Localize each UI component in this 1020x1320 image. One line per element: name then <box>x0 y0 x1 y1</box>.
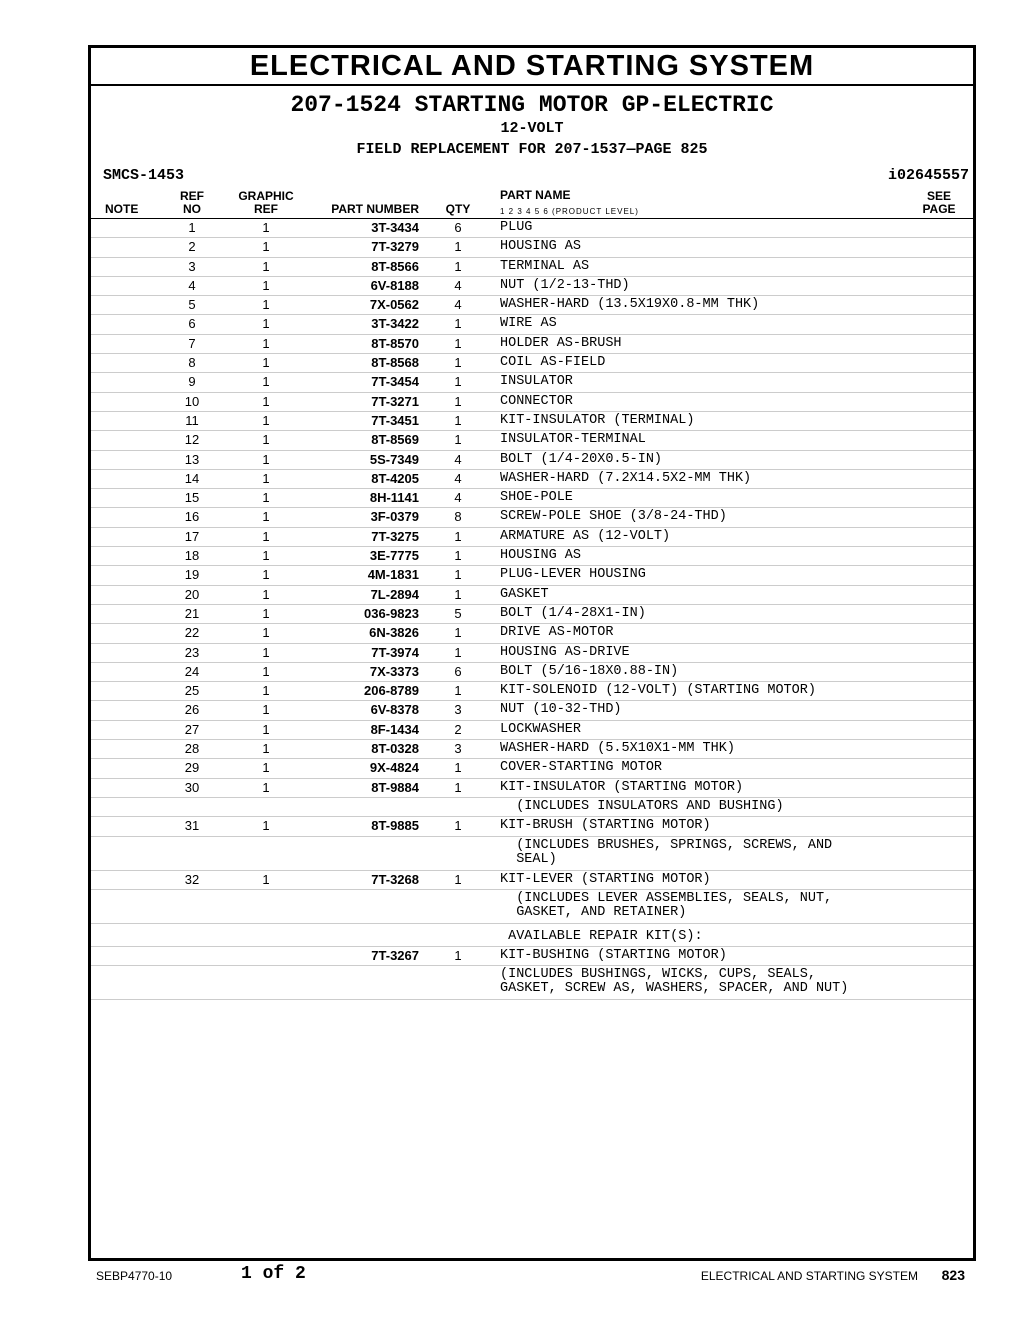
parts-table-header <box>91 188 973 219</box>
ref-no-cell: 6 <box>188 316 196 332</box>
part-number-cell: 7T-3275 <box>371 528 419 544</box>
graphic-ref-cell: 1 <box>262 220 270 235</box>
part-name-cell: (INCLUDES BUSHINGS, WICKS, CUPS, SEALS, GASKET, SCREW AS, WASHERS, SPACER, AND NUT) <box>500 967 849 997</box>
footer-section: ELECTRICAL AND STARTING SYSTEM <box>700 1269 918 1283</box>
part-name-cell: KIT-LEVER (STARTING MOTOR) <box>500 871 711 887</box>
qty-cell: 4 <box>454 277 462 293</box>
qty-cell: 1 <box>454 355 462 371</box>
table-row <box>91 335 973 354</box>
part-number-cell: 7X-0562 <box>369 297 419 313</box>
graphic-ref-cell: 1 <box>262 702 270 718</box>
part-number-cell: 8T-8566 <box>371 258 419 274</box>
page-frame <box>88 45 976 1261</box>
ref-no-cell: 29 <box>184 760 200 776</box>
qty-cell: 1 <box>454 432 462 448</box>
part-number-cell: 3E-7775 <box>369 548 419 564</box>
graphic-ref-cell: 1 <box>262 432 270 448</box>
graphic-ref-cell: 1 <box>262 316 270 332</box>
header-graphic-ref-top: GRAPHIC <box>238 189 294 203</box>
part-number-cell: 7T-3268 <box>371 871 419 887</box>
qty-cell: 4 <box>454 470 462 486</box>
smcs-row <box>91 167 973 184</box>
graphic-ref-cell: 1 <box>262 548 270 564</box>
part-name-cell: GASKET <box>500 586 549 602</box>
ref-no-cell: 15 <box>184 490 200 506</box>
qty-cell: 1 <box>454 374 462 390</box>
part-name-cell: WASHER-HARD (7.2X14.5X2-MM THK) <box>500 470 752 486</box>
graphic-ref-cell: 1 <box>262 871 270 887</box>
table-row <box>91 373 973 392</box>
document-id: i02645557 <box>887 167 969 184</box>
graphic-ref-cell: 1 <box>262 721 270 737</box>
part-name-cell: KIT-SOLENOID (12-VOLT) (STARTING MOTOR) <box>500 683 816 699</box>
part-name-cell: NUT (10-32-THD) <box>500 702 622 718</box>
ref-no-cell: 25 <box>184 683 200 699</box>
graphic-ref-cell: 1 <box>262 509 270 525</box>
qty-cell: 1 <box>454 393 462 409</box>
part-name-cell: SCREW-POLE SHOE (3/8-24-THD) <box>500 509 727 525</box>
part-number-cell: 7T-3267 <box>371 947 419 963</box>
graphic-ref-cell: 1 <box>262 528 270 544</box>
table-row <box>91 605 973 624</box>
ref-no-cell: 21 <box>184 605 200 621</box>
ref-no-cell: 1 <box>188 220 196 235</box>
table-row <box>91 354 973 373</box>
qty-cell: 1 <box>454 567 462 583</box>
graphic-ref-cell: 1 <box>262 451 270 467</box>
part-name-cell: AVAILABLE REPAIR KIT(S): <box>500 928 703 944</box>
part-name-cell: CONNECTOR <box>500 393 573 409</box>
table-row <box>91 566 973 585</box>
table-row <box>91 817 973 836</box>
table-row <box>91 586 973 605</box>
part-name-cell: WIRE AS <box>500 316 557 332</box>
part-number-cell: 7X-3373 <box>369 663 419 679</box>
part-name-cell: (INCLUDES BRUSHES, SPRINGS, SCREWS, AND SEAL) <box>516 837 833 867</box>
part-number-cell: 7L-2894 <box>370 586 419 602</box>
qty-cell: 1 <box>454 586 462 602</box>
graphic-ref-cell: 1 <box>262 567 270 583</box>
ref-no-cell: 32 <box>184 871 200 887</box>
footer-page-of: 1 of 2 <box>241 1264 306 1284</box>
ref-no-cell: 26 <box>184 702 200 718</box>
part-name-cell: KIT-BUSHING (STARTING MOTOR) <box>500 947 727 963</box>
part-number-cell: 8F-1434 <box>370 721 419 737</box>
ref-no-cell: 12 <box>184 432 200 448</box>
qty-cell: 1 <box>454 871 462 887</box>
part-name-cell: PLUG <box>500 220 533 235</box>
part-name-cell: SHOE-POLE <box>500 490 573 506</box>
header-note: NOTE <box>105 202 139 216</box>
table-row <box>91 644 973 663</box>
qty-cell: 1 <box>454 412 462 428</box>
part-number-cell: 8T-9885 <box>371 818 419 834</box>
table-row <box>91 798 973 817</box>
table-row <box>91 966 973 1000</box>
table-row <box>91 296 973 315</box>
header-ref-no-bottom: NO <box>183 202 201 216</box>
graphic-ref-cell: 1 <box>262 605 270 621</box>
part-name-cell: ARMATURE AS (12-VOLT) <box>500 528 671 544</box>
table-row <box>91 412 973 431</box>
table-row <box>91 508 973 527</box>
graphic-ref-cell: 1 <box>262 355 270 371</box>
qty-cell: 1 <box>454 548 462 564</box>
part-name-cell: WASHER-HARD (5.5X10X1-MM THK) <box>500 741 735 757</box>
graphic-ref-cell: 1 <box>262 741 270 757</box>
part-number-cell: 8T-9884 <box>371 779 419 795</box>
table-row <box>91 277 973 296</box>
table-row <box>91 219 973 238</box>
header-part-name: PART NAME <box>500 188 571 202</box>
part-name-cell: KIT-BRUSH (STARTING MOTOR) <box>500 818 711 834</box>
part-number-cell: 6V-8378 <box>370 702 419 718</box>
ref-no-cell: 5 <box>188 297 196 313</box>
table-row <box>91 624 973 643</box>
header-graphic-ref-bottom: REF <box>254 202 278 216</box>
table-row <box>91 871 973 890</box>
part-number-cell: 7T-3454 <box>371 374 419 390</box>
qty-cell: 4 <box>454 490 462 506</box>
page-footer <box>96 1266 968 1286</box>
part-name-cell: BOLT (1/4-28X1-IN) <box>500 605 646 621</box>
table-row <box>91 431 973 450</box>
subtitle-voltage: 12-VOLT <box>500 120 564 137</box>
group-title: 207-1524 STARTING MOTOR GP-ELECTRIC <box>290 92 774 118</box>
part-number-cell: 6V-8188 <box>370 277 419 293</box>
section-title-bar <box>91 48 973 86</box>
ref-no-cell: 7 <box>188 335 196 351</box>
ref-no-cell: 13 <box>184 451 200 467</box>
table-row <box>91 837 973 871</box>
section-title: ELECTRICAL AND STARTING SYSTEM <box>249 49 815 82</box>
qty-cell: 1 <box>454 316 462 332</box>
ref-no-cell: 18 <box>184 548 200 564</box>
ref-no-cell: 31 <box>184 818 200 834</box>
qty-cell: 8 <box>454 509 462 525</box>
qty-cell: 1 <box>454 625 462 641</box>
table-row <box>91 721 973 740</box>
qty-cell: 1 <box>454 947 462 963</box>
table-row <box>91 528 973 547</box>
ref-no-cell: 2 <box>188 239 196 255</box>
part-name-cell: (INCLUDES INSULATORS AND BUSHING) <box>500 798 784 814</box>
part-name-cell: INSULATOR <box>500 374 573 390</box>
part-number-cell: 3F-0379 <box>370 509 419 525</box>
table-row <box>91 890 973 924</box>
ref-no-cell: 24 <box>184 663 200 679</box>
part-name-cell: COIL AS-FIELD <box>500 355 606 371</box>
part-number-cell: 7T-3974 <box>371 644 419 660</box>
header-product-level: 1 2 3 4 5 6 (PRODUCT LEVEL) <box>500 207 639 216</box>
graphic-ref-cell: 1 <box>262 393 270 409</box>
part-number-cell: 7T-3271 <box>371 393 419 409</box>
part-name-cell: HOUSING AS <box>500 239 582 255</box>
table-row <box>91 470 973 489</box>
table-row <box>91 759 973 778</box>
part-number-cell: 7T-3451 <box>371 412 419 428</box>
part-number-cell: 8H-1141 <box>369 490 419 506</box>
ref-no-cell: 28 <box>184 741 200 757</box>
part-number-cell: 8T-8569 <box>371 432 419 448</box>
table-row <box>91 258 973 277</box>
part-number-cell: 3T-3434 <box>371 220 419 235</box>
qty-cell: 2 <box>454 721 462 737</box>
qty-cell: 1 <box>454 258 462 274</box>
table-row <box>91 315 973 334</box>
table-row <box>91 393 973 412</box>
part-name-cell: DRIVE AS-MOTOR <box>500 625 614 641</box>
qty-cell: 6 <box>454 663 462 679</box>
part-name-cell: NUT (1/2-13-THD) <box>500 277 630 293</box>
qty-cell: 1 <box>454 760 462 776</box>
ref-no-cell: 10 <box>184 393 200 409</box>
ref-no-cell: 20 <box>184 586 200 602</box>
part-name-cell: HOLDER AS-BRUSH <box>500 335 622 351</box>
table-row <box>91 451 973 470</box>
part-number-cell: 4M-1831 <box>367 567 419 583</box>
table-row <box>91 924 973 947</box>
part-name-cell: (INCLUDES LEVER ASSEMBLIES, SEALS, NUT, GASKET, AND RETAINER) <box>516 890 833 920</box>
qty-cell: 1 <box>454 683 462 699</box>
ref-no-cell: 23 <box>184 644 200 660</box>
part-name-cell: KIT-INSULATOR (STARTING MOTOR) <box>500 779 744 795</box>
graphic-ref-cell: 1 <box>262 779 270 795</box>
header-see-page-top: SEE <box>926 189 951 203</box>
qty-cell: 1 <box>454 528 462 544</box>
footer-doc-number: SEBP4770-10 <box>96 1269 173 1283</box>
part-name-cell: KIT-INSULATOR (TERMINAL) <box>500 412 695 428</box>
graphic-ref-cell: 1 <box>262 663 270 679</box>
qty-cell: 3 <box>454 702 462 718</box>
ref-no-cell: 17 <box>184 528 200 544</box>
ref-no-cell: 9 <box>188 374 196 390</box>
qty-cell: 4 <box>454 451 462 467</box>
table-row <box>91 947 973 966</box>
part-name-cell: TERMINAL AS <box>500 258 590 274</box>
part-number-cell: 206-8789 <box>364 683 419 699</box>
part-name-cell: COVER-STARTING MOTOR <box>500 760 663 776</box>
graphic-ref-cell: 1 <box>262 760 270 776</box>
part-number-cell: 8T-4205 <box>371 470 419 486</box>
graphic-ref-cell: 1 <box>262 277 270 293</box>
table-row <box>91 701 973 720</box>
ref-no-cell: 27 <box>184 721 200 737</box>
ref-no-cell: 11 <box>185 412 199 428</box>
table-row <box>91 547 973 566</box>
table-row <box>91 489 973 508</box>
qty-cell: 3 <box>454 741 462 757</box>
smcs-code: SMCS-1453 <box>103 167 185 184</box>
part-name-cell: PLUG-LEVER HOUSING <box>500 567 646 583</box>
ref-no-cell: 4 <box>188 277 196 293</box>
graphic-ref-cell: 1 <box>262 374 270 390</box>
table-row <box>91 779 973 798</box>
ref-no-cell: 14 <box>184 470 200 486</box>
qty-cell: 4 <box>454 297 462 313</box>
ref-no-cell: 30 <box>184 779 200 795</box>
graphic-ref-cell: 1 <box>262 258 270 274</box>
table-row <box>91 682 973 701</box>
part-number-cell: 6N-3826 <box>369 625 419 641</box>
part-name-cell: BOLT (1/4-20X0.5-IN) <box>500 451 663 467</box>
graphic-ref-cell: 1 <box>262 297 270 313</box>
qty-cell: 1 <box>454 239 462 255</box>
part-name-cell: INSULATOR-TERMINAL <box>500 432 646 448</box>
header-part-number: PART NUMBER <box>331 202 419 216</box>
ref-no-cell: 3 <box>188 258 196 274</box>
part-name-cell: LOCKWASHER <box>500 721 582 737</box>
table-row <box>91 663 973 682</box>
graphic-ref-cell: 1 <box>262 625 270 641</box>
graphic-ref-cell: 1 <box>262 239 270 255</box>
ref-no-cell: 8 <box>188 355 196 371</box>
header-ref-no-top: REF <box>180 189 204 203</box>
part-number-cell: 9X-4824 <box>369 760 419 776</box>
graphic-ref-cell: 1 <box>262 818 270 834</box>
graphic-ref-cell: 1 <box>262 412 270 428</box>
part-number-cell: 8T-0328 <box>371 741 419 757</box>
qty-cell: 1 <box>454 335 462 351</box>
table-row <box>91 740 973 759</box>
part-name-cell: WASHER-HARD (13.5X19X0.8-MM THK) <box>500 297 760 313</box>
graphic-ref-cell: 1 <box>262 586 270 602</box>
graphic-ref-cell: 1 <box>262 470 270 486</box>
graphic-ref-cell: 1 <box>262 335 270 351</box>
graphic-ref-cell: 1 <box>262 683 270 699</box>
graphic-ref-cell: 1 <box>262 644 270 660</box>
part-number-cell: 3T-3422 <box>371 316 419 332</box>
qty-cell: 1 <box>454 644 462 660</box>
ref-no-cell: 19 <box>184 567 200 583</box>
footer-page-number: 823 <box>941 1267 965 1283</box>
qty-cell: 6 <box>454 220 462 235</box>
part-name-cell: HOUSING AS-DRIVE <box>500 644 630 660</box>
subtitle-replacement: FIELD REPLACEMENT FOR 207-1537—PAGE 825 <box>356 141 708 158</box>
part-number-cell: 8T-8568 <box>371 355 419 371</box>
ref-no-cell: 22 <box>184 625 200 641</box>
qty-cell: 1 <box>454 779 462 795</box>
graphic-ref-cell: 1 <box>262 490 270 506</box>
part-name-cell: BOLT (5/16-18X0.88-IN) <box>500 663 679 679</box>
table-row <box>91 238 973 257</box>
part-number-cell: 7T-3279 <box>371 239 419 255</box>
part-number-cell: 5S-7349 <box>369 451 419 467</box>
ref-no-cell: 16 <box>184 509 200 525</box>
part-number-cell: 8T-8570 <box>371 335 419 351</box>
header-qty: QTY <box>445 202 471 216</box>
part-name-cell: HOUSING AS <box>500 548 582 564</box>
parts-table-body <box>91 219 973 1000</box>
qty-cell: 1 <box>454 818 462 834</box>
header-see-page-bottom: PAGE <box>922 202 956 216</box>
part-number-cell: 036-9823 <box>364 605 419 621</box>
qty-cell: 5 <box>454 605 462 621</box>
